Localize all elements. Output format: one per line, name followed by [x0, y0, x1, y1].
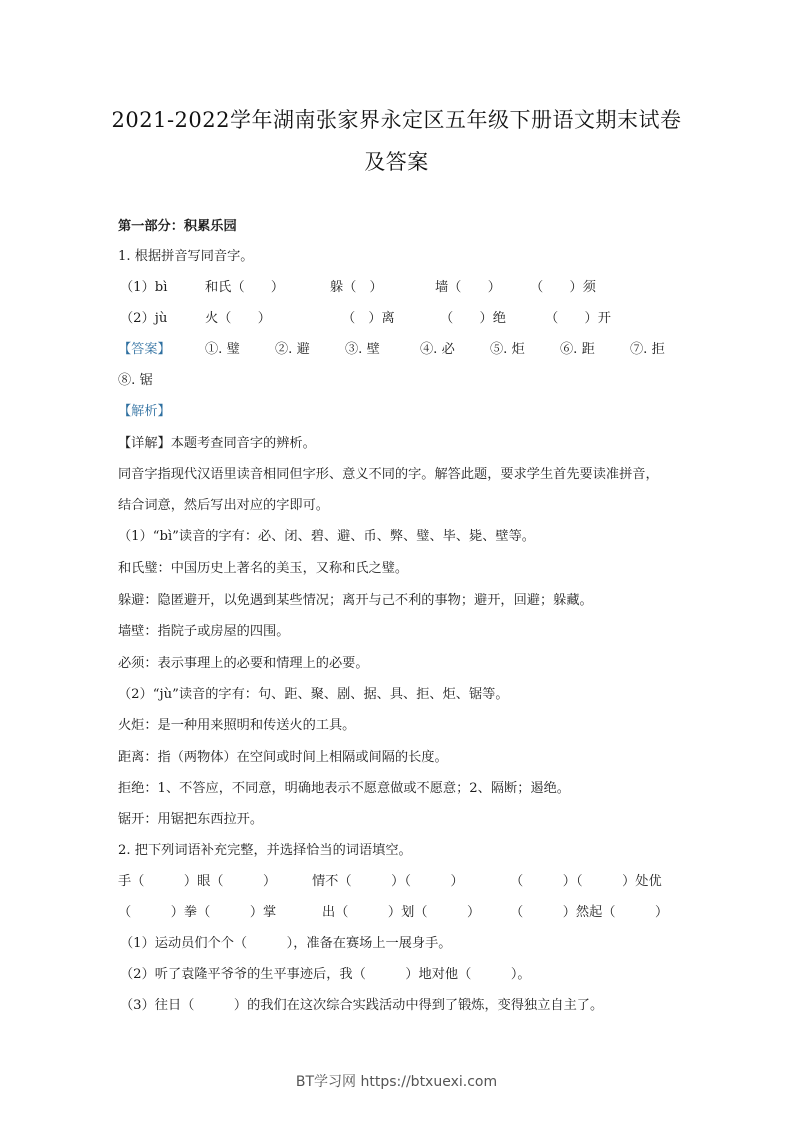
answer-item: ④. 必 [420, 342, 455, 357]
q1-row1-item: 和氏（ ） [205, 280, 285, 295]
q2-idiom-blank: 出（ ）划（ ） [322, 905, 481, 920]
q1-row1-label: （1）bì [120, 280, 168, 295]
answer-item: ⑧. 锯 [118, 373, 153, 388]
q1-row2-item: 火（ ） [205, 311, 271, 326]
explanation-line: 距离：指（两物体）在空间或时间上相隔或间隔的长度。 [118, 750, 448, 765]
q1-row2-item: （ ）绝 [440, 311, 506, 326]
watermark-footer: BT学习网 https://btxuexi.com [295, 1074, 498, 1090]
document-title-line1: 2021-2022学年湖南张家界永定区五年级下册语文期末试卷 [111, 108, 682, 132]
q2-idiom-blank: （ ）（ ）处优 [510, 874, 662, 889]
q1-row1-item: 躲（ ） [330, 280, 383, 295]
q2-idiom-blank: 情不（ ）（ ） [312, 874, 464, 889]
explanation-line: （1）“bì”读音的字有：必、闭、碧、避、币、弊、璧、毕、毙、壁等。 [118, 529, 535, 544]
explanation-line: （2）“jù”读音的字有：句、距、聚、剧、据、具、拒、炬、锯等。 [118, 687, 509, 702]
answer-item: ⑥. 距 [560, 342, 595, 357]
q1-row2-item: （ ）开 [545, 311, 611, 326]
explanation-line: 和氏璧：中国历史上著名的美玉，又称和氏之璧。 [118, 561, 409, 576]
explanation-line: 锯开：用锯把东西拉开。 [118, 812, 264, 827]
answer-item: ③. 壁 [345, 342, 380, 357]
explanation-line: 墙壁：指院子或房屋的四围。 [118, 624, 290, 639]
q1-row2-label: （2）jù [120, 311, 168, 326]
q2-sentence: （2）听了袁隆平爷爷的生平事迹后，我（ ）地对他（ ）。 [120, 967, 531, 982]
explanation-line: 结合词意，然后写出对应的字即可。 [118, 498, 329, 513]
document-title-line2: 及答案 [364, 150, 429, 174]
explanation-line: 火炬：是一种用来照明和传送火的工具。 [118, 718, 356, 733]
answer-item: ②. 避 [275, 342, 310, 357]
explanation-line: 【详解】本题考查同音字的辨析。 [118, 436, 316, 451]
q1-row1-item: （ ）须 [530, 280, 596, 295]
explanation-line: 拒绝：1、不答应，不同意，明确地表示不愿意做或不愿意；2、隔断；遏绝。 [118, 781, 570, 796]
question-2-prompt: 2. 把下列词语补充完整，并选择恰当的词语填空。 [118, 843, 412, 858]
answer-item: ①. 璧 [205, 342, 240, 357]
q1-row1-item: 墙（ ） [435, 280, 501, 295]
analysis-label: 【解析】 [118, 404, 171, 419]
q2-idiom-blank: （ ）拳（ ）掌 [118, 905, 277, 920]
q2-idiom-blank: （ ）然起（ ） [510, 905, 669, 920]
answer-label: 【答案】 [118, 342, 171, 357]
answer-item: ⑦. 拒 [630, 342, 665, 357]
explanation-line: 躲避：隐匿避开，以免遇到某些情况；离开与己不利的事物；避开，回避；躲藏。 [118, 593, 593, 608]
explanation-line: 同音字指现代汉语里读音相同但字形、意义不同的字。解答此题，要求学生首先要读准拼音， [118, 467, 659, 482]
question-1-prompt: 1. 根据拼音写同音字。 [118, 249, 254, 264]
q1-row2-item: （ ）离 [342, 311, 395, 326]
q2-idiom-blank: 手（ ）眼（ ） [118, 874, 277, 889]
explanation-line: 必须：表示事理上的必要和情理上的必要。 [118, 656, 369, 671]
answer-item: ⑤. 炬 [490, 342, 525, 357]
section-heading: 第一部分：积累乐园 [118, 219, 237, 234]
q2-sentence: （3）往日（ ）的我们在这次综合实践活动中得到了锻炼，变得独立自主了。 [120, 998, 604, 1013]
q2-sentence: （1）运动员们个个（ ），准备在赛场上一展身手。 [120, 936, 452, 951]
